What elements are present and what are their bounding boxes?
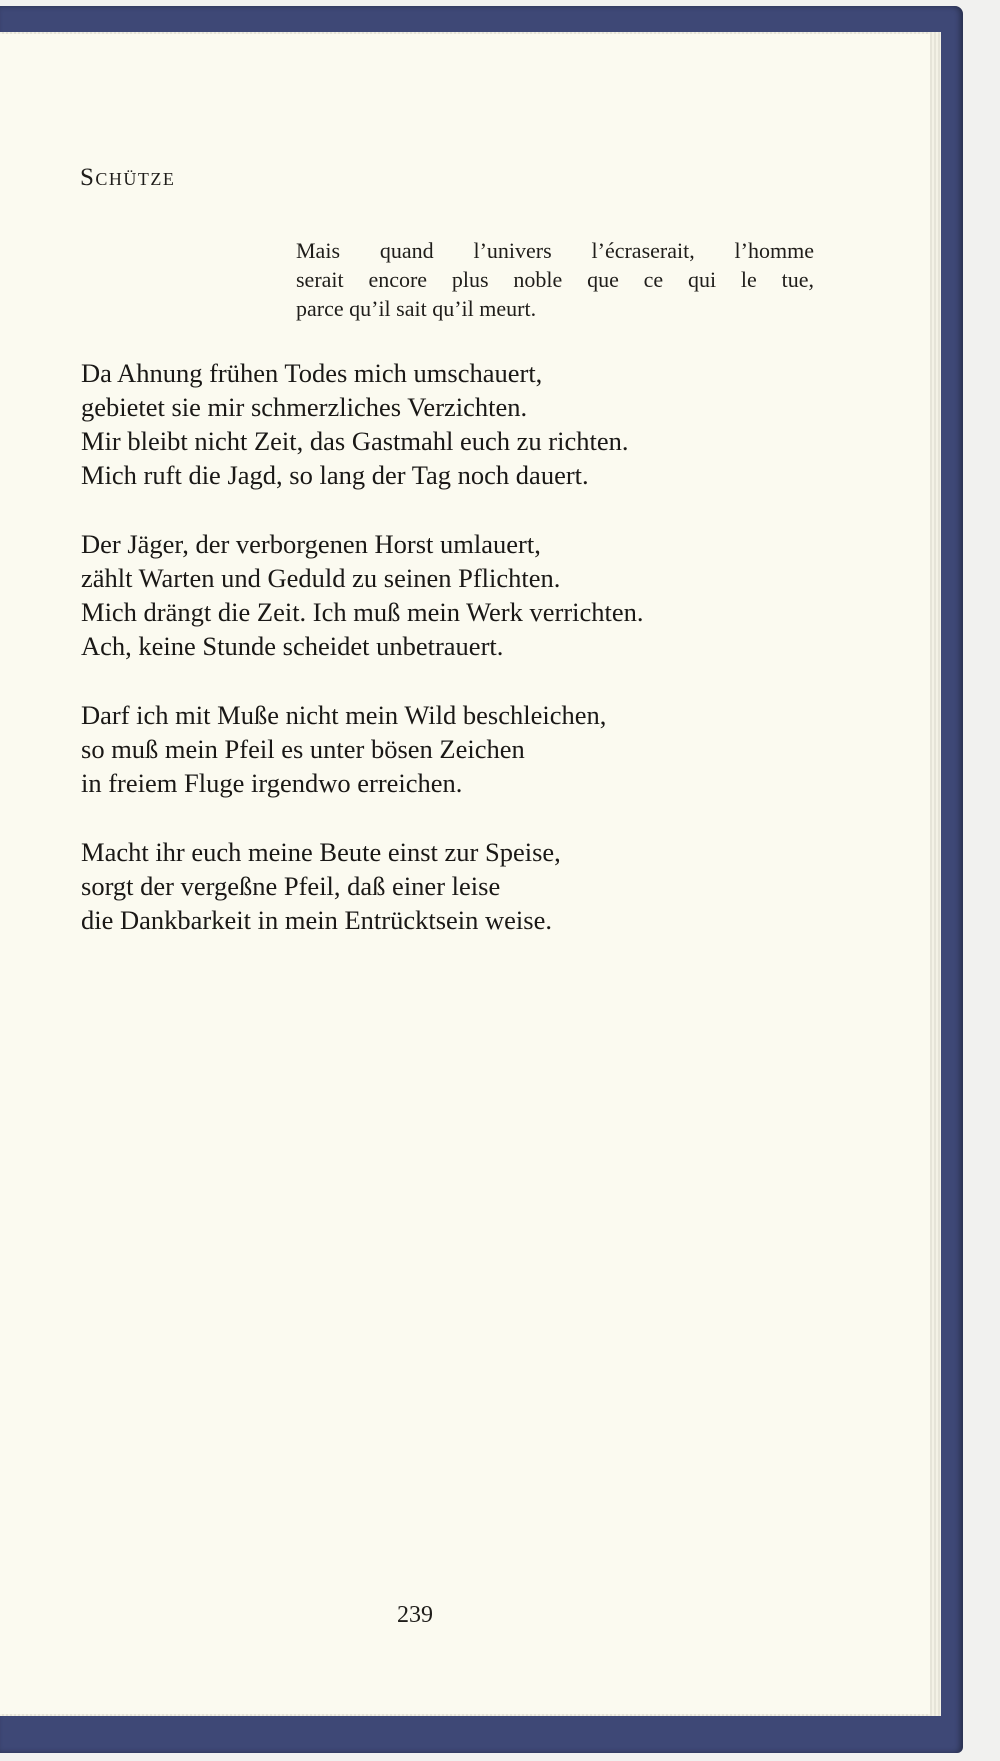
poem-line: so muß mein Pfeil es unter bösen Zeichen — [81, 734, 525, 764]
running-head: Schütze — [80, 164, 176, 191]
poem-line: Macht ihr euch meine Beute einst zur Speise, — [81, 837, 561, 867]
poem-line: die Dankbarkeit in mein Entrücktsein weise. — [81, 905, 552, 935]
poem-line: gebietet sie mir schmerzliches Verzichten. — [81, 392, 528, 422]
poem — [81, 356, 821, 972]
epigraph-line: serait encore plus noble que ce qui le tue, — [296, 267, 814, 292]
poem-line: Der Jäger, der verborgenen Horst umlauert, — [81, 529, 541, 559]
epigraph-line: Mais quand l’univers l’écraserait, l’homme — [296, 238, 814, 263]
page-number: 239 — [397, 1602, 433, 1628]
stanza-1 — [81, 356, 821, 492]
poem-line: Mich drängt die Zeit. Ich muß mein Werk verrichten. — [81, 597, 644, 627]
book-page — [0, 34, 930, 1714]
stanza-3 — [81, 698, 821, 800]
epigraph — [296, 236, 814, 323]
poem-line: Mich ruft die Jagd, so lang der Tag noch dauert. — [81, 460, 589, 490]
poem-line: sorgt der vergeßne Pfeil, daß einer leise — [81, 871, 501, 901]
poem-line: Mir bleibt nicht Zeit, das Gastmahl euch zu richten. — [81, 426, 629, 456]
stanza-4 — [81, 835, 821, 937]
stanza-2 — [81, 527, 821, 663]
poem-line: Darf ich mit Muße nicht mein Wild beschleichen, — [81, 700, 607, 730]
poem-line: Ach, keine Stunde scheidet unbetrauert. — [81, 631, 504, 661]
epigraph-line: parce qu’il sait qu’il meurt. — [296, 296, 537, 321]
poem-line: Da Ahnung frühen Todes mich umschauert, — [81, 358, 543, 388]
poem-line: in freiem Fluge irgendwo erreichen. — [81, 768, 463, 798]
poem-line: zählt Warten und Geduld zu seinen Pflichten. — [81, 563, 561, 593]
